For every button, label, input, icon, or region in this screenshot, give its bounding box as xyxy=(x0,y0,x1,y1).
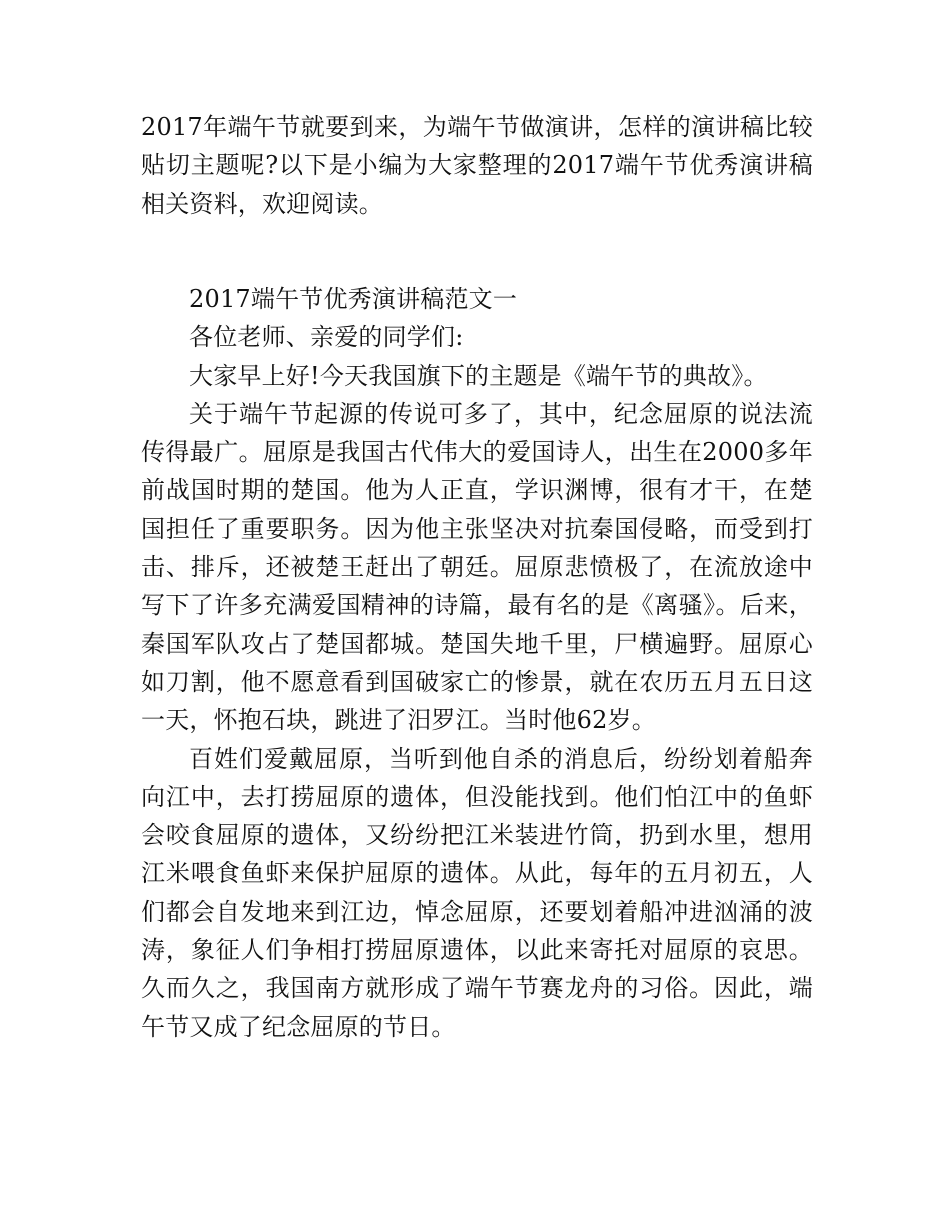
intro-section xyxy=(141,108,813,223)
dragon-boat-custom-paragraph: 百姓们爱戴屈原，当听到他自杀的消息后，纷纷划着船奔向江中，去打捞屈原的遗体，但没能找到。他们怕江中的鱼虾会咬食屈原的遗体，又纷纷把江米装进竹筒，扔到水里，想用江米喂食鱼虾来保护屈原的遗体。从此，每年的五月初五，人们都会自发地来到江边，悼念屈原，还要划着船冲进汹涌的波涛，象征人们争相打捞屈原遗体，以此来寄托对屈原的哀思。久而久之，我国南方就形成了端午节赛龙舟的习俗。因此，端午节又成了纪念屈原的节日。 xyxy=(141,744,813,1041)
intro-paragraph: 2017年端午节就要到来，为端午节做演讲，怎样的演讲稿比较贴切主题呢?以下是小编为大家整理的2017端午节优秀演讲稿相关资料，欢迎阅读。 xyxy=(141,113,813,218)
section-title: 2017端午节优秀演讲稿范文一 xyxy=(189,285,518,313)
speech-section xyxy=(141,280,813,1046)
salutation-paragraph: 各位老师、亲爱的同学们: xyxy=(189,323,464,352)
origin-story-paragraph: 关于端午节起源的传说可多了，其中，纪念屈原的说法流传得最广。屈原是我国古代伟大的爱国诗人，出生在2000多年前战国时期的楚国。他为人正直，学识渊博，很有才干，在楚国担任了重要职务。因为他主张坚决对抗秦国侵略，而受到打击、排斥，还被楚王赶出了朝廷。屈原悲愤极了，在流放途中写下了许多充满爱国精神的诗篇，最有名的是《离骚》。后来，秦国军队攻占了楚国都城。楚国失地千里，尸横遍野。屈原心如刀割，他不愿意看到国破家亡的惨景，就在农历五月五日这一天，怀抱石块，跳进了汨罗江。当时他62岁。 xyxy=(141,399,813,735)
greeting-paragraph: 大家早上好!今天我国旗下的主题是《端午节的典故》。 xyxy=(189,361,768,390)
